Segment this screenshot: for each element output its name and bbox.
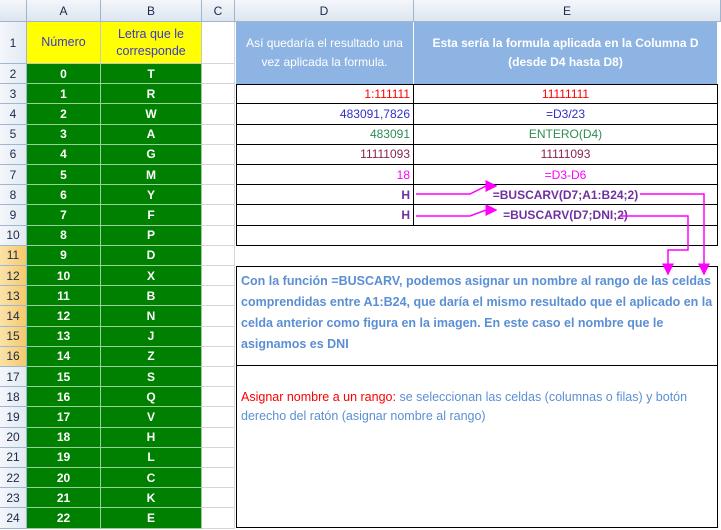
- cell-c24[interactable]: [202, 508, 235, 528]
- row-header-5[interactable]: 5: [0, 125, 27, 145]
- cell-b17[interactable]: S: [101, 367, 202, 387]
- cell-e7[interactable]: =D3-D6: [414, 165, 718, 185]
- range-name-note-body: se seleccionan las celdas (columnas o filas) y botón derecho del ratón (asignar nombre al rango): [241, 390, 688, 423]
- cell-c20[interactable]: [202, 428, 235, 448]
- cell-b14[interactable]: N: [101, 306, 202, 326]
- cell-a15[interactable]: 13: [27, 327, 101, 347]
- cell-d6[interactable]: 11111093: [236, 145, 414, 165]
- select-all-corner[interactable]: [0, 0, 27, 22]
- cell-c3[interactable]: [202, 84, 235, 104]
- cell-d9[interactable]: H: [236, 205, 414, 225]
- cell-b12[interactable]: X: [101, 266, 202, 286]
- cell-c8[interactable]: [202, 185, 235, 205]
- cell-e1[interactable]: Esta sería la formula aplicada en la Columna D (desde D4 hasta D8): [414, 22, 718, 84]
- row-header-11[interactable]: 11: [0, 246, 27, 266]
- row-header-22[interactable]: 22: [0, 468, 27, 488]
- cell-d7[interactable]: 18: [236, 165, 414, 185]
- cell-a16[interactable]: 14: [27, 347, 101, 367]
- cell-b21[interactable]: L: [101, 448, 202, 468]
- cell-b7[interactable]: M: [101, 165, 202, 185]
- cell-b24[interactable]: E: [101, 508, 202, 528]
- cell-e6[interactable]: 11111093: [414, 145, 718, 165]
- row-header-13[interactable]: 13: [0, 286, 27, 306]
- cell-a7[interactable]: 5: [27, 165, 101, 185]
- cell-a22[interactable]: 20: [27, 468, 101, 488]
- cell-a19[interactable]: 17: [27, 407, 101, 427]
- cell-b20[interactable]: H: [101, 428, 202, 448]
- cell-c11[interactable]: [202, 246, 235, 266]
- cell-e8[interactable]: =BUSCARV(D7;A1:B24;2): [414, 185, 718, 205]
- cell-a2[interactable]: 0: [27, 64, 101, 84]
- cell-b8[interactable]: Y: [101, 185, 202, 205]
- cell-a13[interactable]: 11: [27, 286, 101, 306]
- cell-a10[interactable]: 8: [27, 226, 101, 246]
- cell-d8[interactable]: H: [236, 185, 414, 205]
- cell-b4[interactable]: W: [101, 104, 202, 124]
- cell-b15[interactable]: J: [101, 327, 202, 347]
- cell-c7[interactable]: [202, 165, 235, 185]
- cell-a24[interactable]: 22: [27, 508, 101, 528]
- row-header-3[interactable]: 3: [0, 84, 27, 104]
- row-header-9[interactable]: 9: [0, 205, 27, 225]
- row-header-14[interactable]: 14: [0, 306, 27, 326]
- row-header-21[interactable]: 21: [0, 448, 27, 468]
- column-header-a[interactable]: A: [27, 0, 101, 22]
- row-header-19[interactable]: 19: [0, 407, 27, 427]
- cell-b6[interactable]: G: [101, 145, 202, 165]
- cell-c2[interactable]: [202, 64, 235, 84]
- cell-c6[interactable]: [202, 145, 235, 165]
- cell-d3[interactable]: 1:111111: [236, 84, 414, 104]
- cell-c12[interactable]: [202, 266, 235, 286]
- row-header-12[interactable]: 12: [0, 266, 27, 286]
- row-header-20[interactable]: 20: [0, 428, 27, 448]
- cell-e3[interactable]: 11111111: [414, 84, 718, 104]
- row-header-1[interactable]: 1: [0, 22, 27, 64]
- cell-a21[interactable]: 19: [27, 448, 101, 468]
- row-header-6[interactable]: 6: [0, 145, 27, 165]
- column-header-d[interactable]: D: [235, 0, 414, 22]
- cell-c5[interactable]: [202, 125, 235, 145]
- cell-c15[interactable]: [202, 327, 235, 347]
- cell-a12[interactable]: 10: [27, 266, 101, 286]
- cell-b1[interactable]: Letra que le corresponde: [101, 22, 202, 64]
- cell-b5[interactable]: A: [101, 125, 202, 145]
- cell-d4[interactable]: 483091,7826: [236, 104, 414, 124]
- cell-c18[interactable]: [202, 387, 235, 407]
- cell-e4[interactable]: =D3/23: [414, 104, 718, 124]
- cell-c22[interactable]: [202, 468, 235, 488]
- cell-b9[interactable]: F: [101, 205, 202, 225]
- cell-a9[interactable]: 7: [27, 205, 101, 225]
- row-header-17[interactable]: 17: [0, 367, 27, 387]
- cell-c23[interactable]: [202, 488, 235, 508]
- row-header-7[interactable]: 7: [0, 165, 27, 185]
- cell-c21[interactable]: [202, 448, 235, 468]
- range-name-note-title: Asignar nombre a un rango:: [241, 390, 396, 404]
- row-header-10[interactable]: 10: [0, 226, 27, 246]
- cell-b10[interactable]: P: [101, 226, 202, 246]
- cell-a5[interactable]: 3: [27, 125, 101, 145]
- cell-d1[interactable]: Así quedaría el resultado una vez aplicada la formula.: [236, 22, 414, 84]
- cell-a4[interactable]: 2: [27, 104, 101, 124]
- cell-c16[interactable]: [202, 347, 235, 367]
- column-header-e[interactable]: E: [414, 0, 721, 22]
- cell-a6[interactable]: 4: [27, 145, 101, 165]
- cell-a1[interactable]: Número: [27, 22, 101, 64]
- cell-b3[interactable]: R: [101, 84, 202, 104]
- row-header-18[interactable]: 18: [0, 387, 27, 407]
- column-header-b[interactable]: B: [101, 0, 202, 22]
- cell-b19[interactable]: V: [101, 407, 202, 427]
- cell-c10[interactable]: [202, 226, 235, 246]
- cell-b13[interactable]: B: [101, 286, 202, 306]
- cell-a17[interactable]: 15: [27, 367, 101, 387]
- cell-b18[interactable]: Q: [101, 387, 202, 407]
- row-header-4[interactable]: 4: [0, 104, 27, 124]
- range-name-note: [236, 366, 718, 528]
- cell-a18[interactable]: 16: [27, 387, 101, 407]
- column-header-c[interactable]: C: [202, 0, 235, 22]
- cell-b2[interactable]: T: [101, 64, 202, 84]
- cell-b16[interactable]: Z: [101, 347, 202, 367]
- row-header-15[interactable]: 15: [0, 327, 27, 347]
- cell-a23[interactable]: 21: [27, 488, 101, 508]
- cell-a11[interactable]: 9: [27, 246, 101, 266]
- cell-c13[interactable]: [202, 286, 235, 306]
- cell-b23[interactable]: K: [101, 488, 202, 508]
- row-header-23[interactable]: 23: [0, 488, 27, 508]
- buscarv-note: Con la función =BUSCARV, podemos asignar un nombre al rango de las celdas comprendidas entre A1:B24, que daría el mismo resultado que el aplicado en la celda anterior como figura en la imagen. En este caso el nombre que le asignamos es DNI: [236, 266, 718, 366]
- cell-c1[interactable]: [202, 22, 235, 64]
- cell-c17[interactable]: [202, 367, 235, 387]
- cell-a20[interactable]: 18: [27, 428, 101, 448]
- cell-c4[interactable]: [202, 104, 235, 124]
- row-header-24[interactable]: 24: [0, 508, 27, 528]
- cell-d5[interactable]: 483091: [236, 125, 414, 145]
- cell-e5[interactable]: ENTERO(D4): [414, 125, 718, 145]
- cell-c14[interactable]: [202, 306, 235, 326]
- cell-c19[interactable]: [202, 407, 235, 427]
- cell-d11[interactable]: [236, 246, 718, 266]
- cell-a3[interactable]: 1: [27, 84, 101, 104]
- cell-b22[interactable]: C: [101, 468, 202, 488]
- cell-b11[interactable]: D: [101, 246, 202, 266]
- cell-e9[interactable]: =BUSCARV(D7;DNI;2): [414, 205, 718, 225]
- row-header-2[interactable]: 2: [0, 64, 27, 84]
- row-header-8[interactable]: 8: [0, 185, 27, 205]
- cell-c9[interactable]: [202, 205, 235, 225]
- cell-d10[interactable]: [236, 226, 718, 246]
- cell-a8[interactable]: 6: [27, 185, 101, 205]
- cell-a14[interactable]: 12: [27, 306, 101, 326]
- row-header-16[interactable]: 16: [0, 347, 27, 367]
